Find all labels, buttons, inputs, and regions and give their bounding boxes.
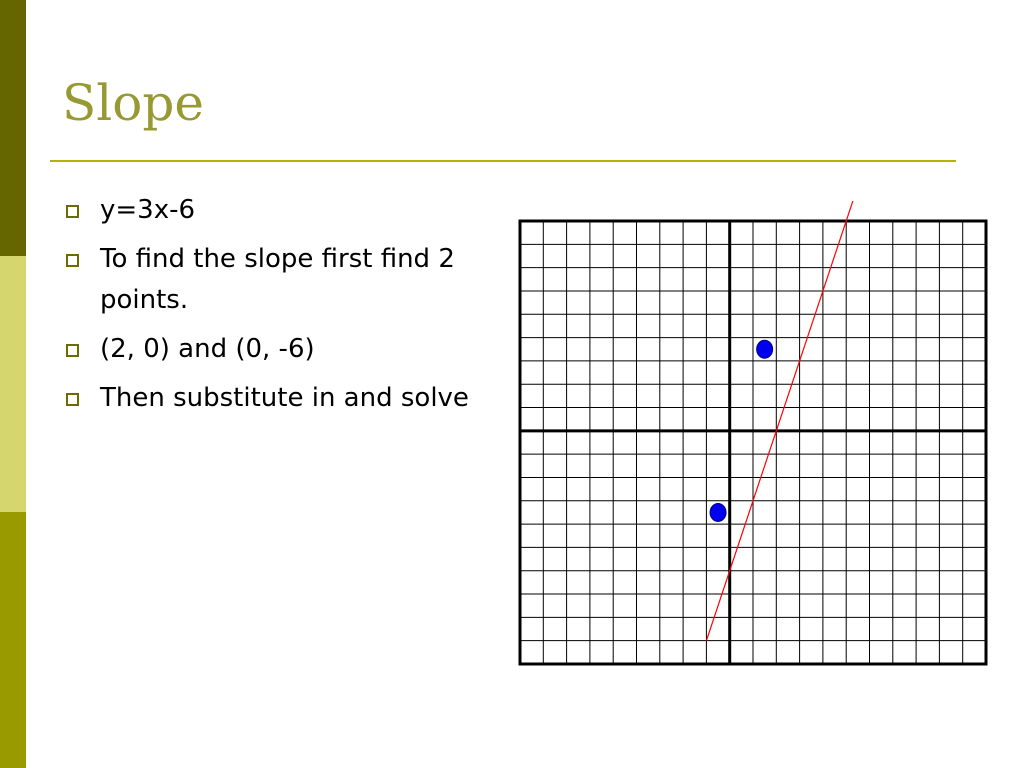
- hollow-square-bullet-icon: [66, 344, 79, 357]
- bullet-text: (2, 0) and (0, -6): [100, 334, 315, 364]
- hollow-square-bullet-icon: [66, 205, 79, 218]
- title-underline-rule: [50, 160, 956, 162]
- hollow-square-bullet-icon: [66, 254, 79, 267]
- sidebar-top-band: [0, 0, 26, 256]
- sidebar-middle-band: [0, 256, 26, 512]
- bullet-item: [66, 329, 506, 370]
- graph-point: [710, 503, 726, 521]
- bullet-item: [66, 378, 506, 419]
- sidebar-bottom-band: [0, 512, 26, 768]
- coordinate-graph: [518, 201, 990, 667]
- bullet-text: y=3x-6: [100, 195, 196, 225]
- bullet-text: To find the slope first find 2 points.: [100, 244, 455, 315]
- bullet-text: Then substitute in and solve: [100, 383, 469, 413]
- hollow-square-bullet-icon: [66, 393, 79, 406]
- bullet-list: [66, 190, 506, 427]
- graph-point: [757, 340, 773, 358]
- bullet-item: [66, 190, 506, 231]
- slide-title: Slope: [62, 74, 204, 132]
- bullet-item: [66, 239, 506, 321]
